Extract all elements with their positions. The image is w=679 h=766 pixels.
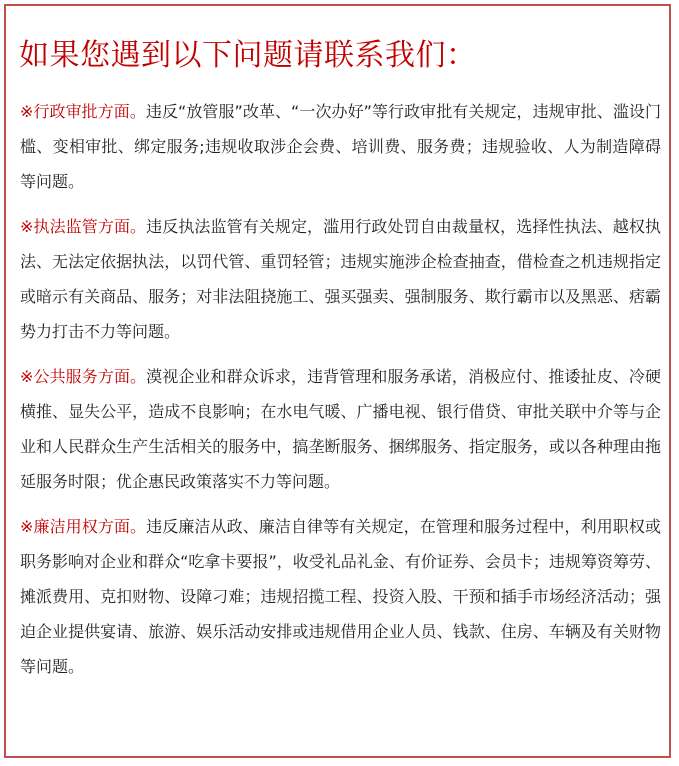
- section-heading: ※廉洁用权方面。: [20, 517, 147, 536]
- section-text: 违反执法监管有关规定，滥用行政处罚自由裁量权，选择性执法、越权执法、无法定依据执法，以罚代管、重罚轻管；违规实施涉企检查抽查，借检查之机违规指定或暗示有关商品、服务；对非法阻挠施工、强买强卖、强制服务、欺行霸市以及黑恶、痞霸势力打击不力等问题。: [20, 217, 661, 341]
- section-public-service: [20, 359, 661, 499]
- notice-content: [20, 94, 661, 694]
- section-heading: ※公共服务方面。: [20, 367, 147, 386]
- section-text: 违反廉洁从政、廉洁自律等有关规定，在管理和服务过程中，利用职权或职务影响对企业和群众“吃拿卡要报”，收受礼品礼金、有价证券、会员卡；违规筹资筹劳、摊派费用、克扣财物、设障刁难；违规招揽工程、投资入股、干预和插手市场经济活动；强迫企业提供宴请、旅游、娱乐活动安排或违规借用企业人员、钱款、住房、车辆及有关财物等问题。: [20, 517, 661, 676]
- section-text: 漠视企业和群众诉求，违背管理和服务承诺，消极应付、推诿扯皮、冷硬横推、显失公平，造成不良影响；在水电气暖、广播电视、银行借贷、审批关联中介等与企业和人民群众生产生活相关的服务中，搞垄断服务、捆绑服务、指定服务，或以各种理由拖延服务时限；优企惠民政策落实不力等问题。: [20, 367, 661, 491]
- section-text: 违反“放管服”改革、“一次办好”等行政审批有关规定，违规审批、滥设门槛、变相审批、绑定服务;违规收取涉企会费、培训费、服务费；违规验收、人为制造障碍等问题。: [20, 102, 661, 191]
- notice-frame: [4, 4, 671, 758]
- section-integrity: [20, 509, 661, 684]
- section-heading: ※行政审批方面。: [20, 102, 146, 121]
- page-title: 如果您遇到以下问题请联系我们：: [19, 38, 477, 73]
- section-heading: ※执法监管方面。: [20, 217, 147, 236]
- section-law-enforcement: [20, 209, 661, 349]
- section-administrative-approval: [20, 94, 661, 199]
